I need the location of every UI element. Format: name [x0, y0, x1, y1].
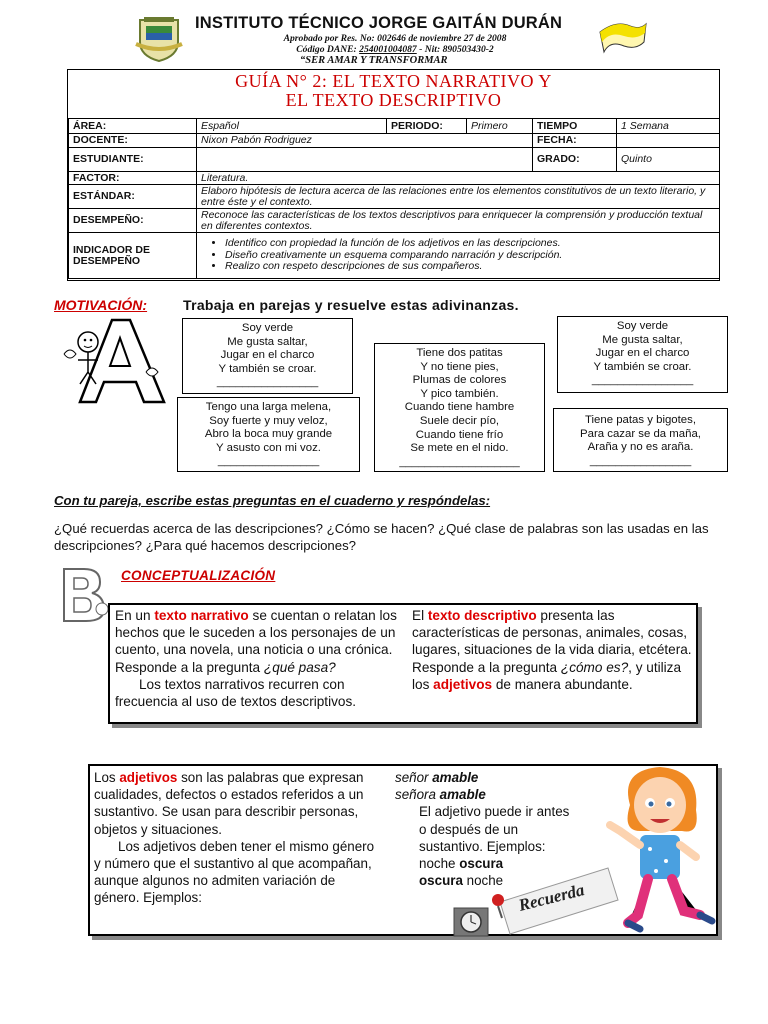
indicador-label: INDICADOR DE DESEMPEÑO — [69, 233, 197, 279]
indicador-item: • Identifico con propiedad la función de los adjetivos en las descripciones. — [225, 238, 715, 250]
desempeno-label: DESEMPEÑO: — [69, 209, 197, 233]
fecha-label: FECHA: — [533, 134, 617, 148]
docente-value: Nixon Pabón Rodriguez — [197, 134, 533, 148]
motivacion-instruction: Trabaja en parejas y resuelve estas adivinanzas. — [183, 297, 519, 313]
motivacion-label: MOTIVACIÓN: — [54, 297, 148, 313]
descriptive-text: El texto descriptivo presenta las características de personas, animales, cosas, lugares, situaciones de la vida diaria, etcétera. Responde a la pregunta ¿cómo es?, y utiliza los adjetivos de manera abundante. — [412, 608, 692, 692]
periodo-label: PERIODO: — [387, 119, 467, 134]
factor-label: FACTOR: — [69, 172, 197, 185]
answer-blank[interactable]: ________________ — [216, 376, 319, 389]
answer-blank[interactable]: ________________ — [589, 454, 692, 467]
estandar-value: Elaboro hipótesis de lectura acerca de las relaciones entre los elementos constitutivos de un texto literario, y entre éste y el contexto. — [197, 185, 720, 209]
conceptualizacion-label: CONCEPTUALIZACIÓN — [121, 568, 276, 583]
fecha-value[interactable] — [617, 134, 720, 148]
estudiante-value[interactable] — [197, 148, 533, 172]
indicador-item: • Diseño creativamente un esquema comparando narración y descripción. — [225, 250, 715, 262]
letter-b-illustration — [60, 565, 110, 625]
answer-blank[interactable]: ________________ — [591, 374, 694, 387]
estandar-label: ESTÁNDAR: — [69, 185, 197, 209]
school-motto: “SER AMAR Y TRANSFORMAR — [300, 55, 448, 66]
flag-icon — [596, 18, 648, 58]
school-crest — [134, 14, 184, 62]
girl-illustration — [600, 765, 718, 935]
riddle-card: Tiene patas y bigotes, Para cazar se da maña, Araña y no es araña. ________________ — [553, 408, 728, 472]
indicador-item: • Realizo con respeto descripciones de sus compañeros. — [225, 261, 715, 273]
answer-blank[interactable]: ___________________ — [399, 455, 520, 468]
recuerda-label: Recuerda — [516, 880, 587, 915]
answer-blank[interactable]: ________________ — [217, 455, 320, 468]
riddle-card: Soy verde Me gusta saltar, Jugar en el charco Y también se croar. ________________ — [182, 318, 353, 394]
estudiante-label: ESTUDIANTE: — [69, 148, 197, 172]
riddle-card: Soy verde Me gusta saltar, Jugar en el charco Y también se croar. ________________ — [557, 316, 728, 393]
narrative-descriptive-box — [108, 603, 698, 724]
periodo-value: Primero — [467, 119, 533, 134]
pareja-heading: Con tu pareja, escribe estas preguntas en el cuaderno y respóndelas: — [54, 493, 491, 508]
pareja-questions: ¿Qué recuerdas acerca de las descripciones? ¿Cómo se hacen? ¿Qué clase de palabras son las usadas en las descripciones? ¿Para qué hacemos descripciones? — [54, 521, 709, 553]
narrative-text: En un texto narrativo se cuentan o relatan los hechos que le suceden a los personajes de un cuento, una novela, una noticia o una crónica. Responde a la pregunta ¿qué pasa? Los textos narrativos recurren con frecuencia al uso de textos descriptivos. — [115, 608, 397, 710]
riddle-card: Tiene dos patitas Y no tiene pies, Plumas de colores Y pico también. Cuando tiene hambre Suele decir pío, Cuando tiene frío Se mete en el nido. ___________________ — [374, 343, 545, 472]
area-value: Español — [197, 119, 387, 134]
adjetivos-definition: Los adjetivos son las palabras que expresan cualidades, defectos o estados referidos a un sustantivo. Se usan para describir personas, objetos y situaciones. Los adjetivos deben tener el mismo género y número que el sustantivo al que acompañan, aunque algunos no admiten variación de género. Ejemplos: — [94, 770, 375, 906]
grado-value: Quinto — [617, 148, 720, 172]
adjetivos-examples: señor amable señora amable El adjetivo puede ir antes o después de un sustantivo. Ejemplos: noche oscura oscura noche — [395, 770, 570, 889]
grado-label: GRADO: — [533, 148, 617, 172]
area-label: ÁREA: — [69, 119, 197, 134]
guide-info-table — [67, 69, 720, 281]
indicador-list — [197, 233, 720, 279]
school-name: INSTITUTO TÉCNICO JORGE GAITÁN DURÁN — [195, 14, 563, 32]
dane-line: Código DANE: 254001004087 - Nit: 890503430-2 — [296, 44, 494, 55]
desempeno-value: Reconoce las características de los textos descriptivos para enriquecer la comprensión y producción textual en diferentes contextos. — [197, 209, 720, 233]
factor-value: Literatura. — [197, 172, 720, 185]
tiempo-label: TIEMPO — [533, 119, 617, 134]
letter-a-illustration — [60, 316, 170, 404]
approval-line: Aprobado por Res. No: 002646 de noviembre 27 de 2008 — [283, 33, 507, 44]
guide-title: GUÍA N° 2: EL TEXTO NARRATIVO Y EL TEXTO DESCRIPTIVO — [235, 71, 552, 110]
recuerda-note — [440, 860, 620, 940]
docente-label: DOCENTE: — [69, 134, 197, 148]
tiempo-value: 1 Semana — [617, 119, 720, 134]
riddle-card: Tengo una larga melena, Soy fuerte y muy veloz, Abro la boca muy grande Y asusto con mi voz. ________________ — [177, 397, 360, 472]
